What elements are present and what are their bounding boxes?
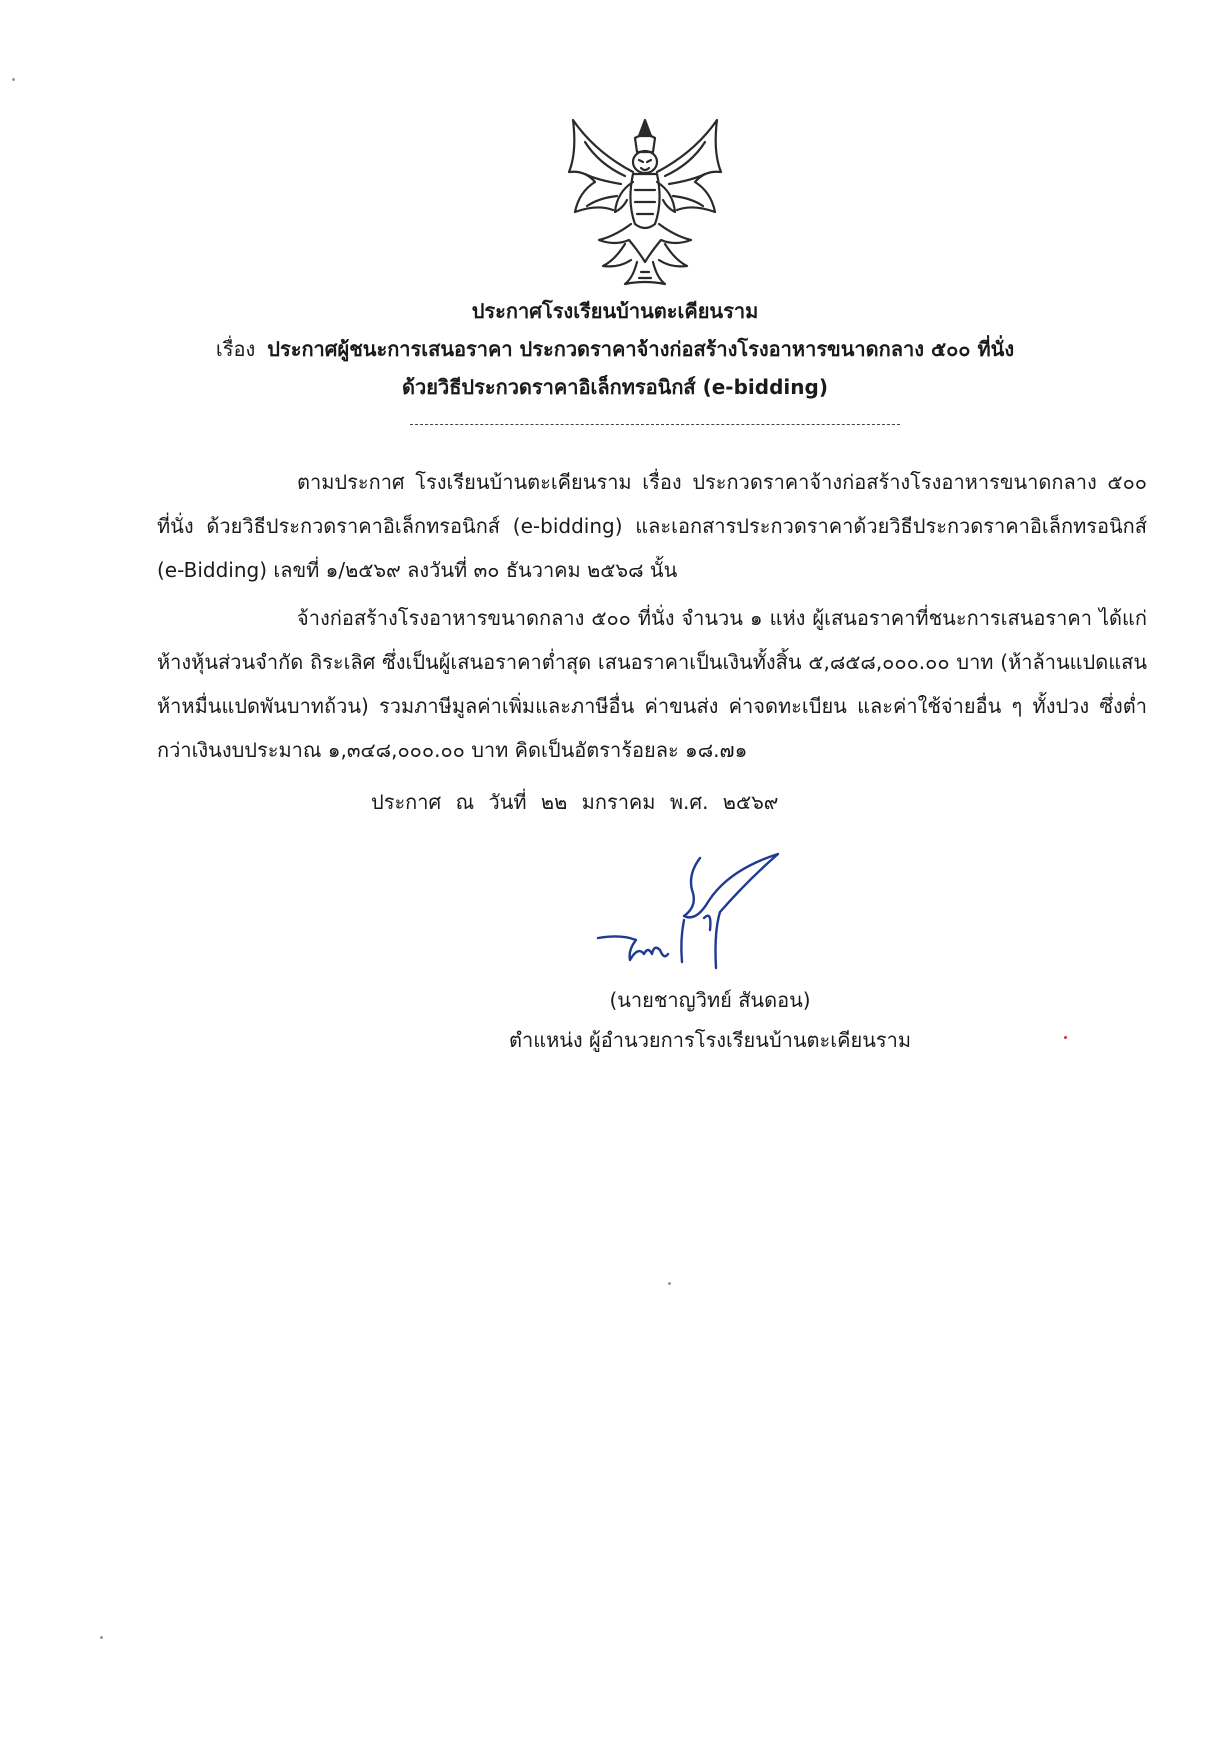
scan-speck [1064,1036,1067,1039]
subject-prefix: เรื่อง [215,337,256,361]
signer-position: ตำแหน่ง ผู้อำนวยการโรงเรียนบ้านตะเคียนราม [508,1028,912,1052]
announcement-title: ประกาศโรงเรียนบ้านตะเคียนราม [471,299,759,323]
signer-block [440,980,980,1060]
handwritten-signature-icon [588,850,788,980]
garuda-emblem-icon [555,112,735,290]
announcement-subject [150,330,1080,368]
announce-date: ประกาศ ณ วันที่ ๒๒ มกราคม พ.ศ. ๒๕๖๙ [371,790,779,814]
scan-speck [668,1282,671,1285]
scan-speck [12,78,15,81]
body-paragraph-1 [157,460,1147,592]
paragraph-2-text: จ้างก่อสร้างโรงอาหารขนาดกลาง ๕๐๐ ที่นั่ง จำนวน ๑ แห่ง ผู้เสนอราคาที่ชนะการเสนอราคา ได้แก่ ห้างหุ้นส่วนจำกัด ถิระเลิศ ซึ่งเป็นผู้เสนอราคาต่ำสุด เสนอราคาเป็นเงินทั้งสิ้น ๕,๘๕๘,๐๐๐.๐๐ บาท (ห้าล้านแปดแสนห้าหมื่นแปดพันบาทถ้วน) รวมภาษีมูลค่าเพิ่มและภาษีอื่น ค่าขนส่ง ค่าจดทะเบียน และค่าใช้จ่ายอื่น ๆ ทั้งปวง ซึ่งต่ำกว่าเงินงบประมาณ ๑,๓๔๘,๐๐๐.๐๐ บาท คิดเป็นอัตราร้อยละ ๑๘.๗๑ [157,606,1147,762]
body-paragraph-2 [157,596,1147,772]
paragraph-1-text: ตามประกาศ โรงเรียนบ้านตะเคียนราม เรื่อง ประกวดราคาจ้างก่อสร้างโรงอาหารขนาดกลาง ๕๐๐ ที่นั่ง ด้วยวิธีประกวดราคาอิเล็กทรอนิกส์ (e-bidding) และเอกสารประกวดราคาด้วยวิธีประกวดราคาอิเล็กทรอนิกส์ (e-Bidding) เลขที่ ๑/๒๕๖๙ ลงวันที่ ๓๐ ธันวาคม ๒๕๖๘ นั้น [157,470,1147,582]
header-divider [410,424,900,425]
subject-line-1: ประกาศผู้ชนะการเสนอราคา ประกวดราคาจ้างก่อสร้างโรงอาหารขนาดกลาง ๕๐๐ ที่นั่ง [267,337,1015,361]
scan-speck [100,1636,103,1639]
subject-line-2: ด้วยวิธีประกวดราคาอิเล็กทรอนิกส์ (e-bidding) [402,375,828,399]
signer-name: (นายชาญวิทย์ สันดอน) [609,988,811,1012]
announcement-header [150,292,1080,406]
